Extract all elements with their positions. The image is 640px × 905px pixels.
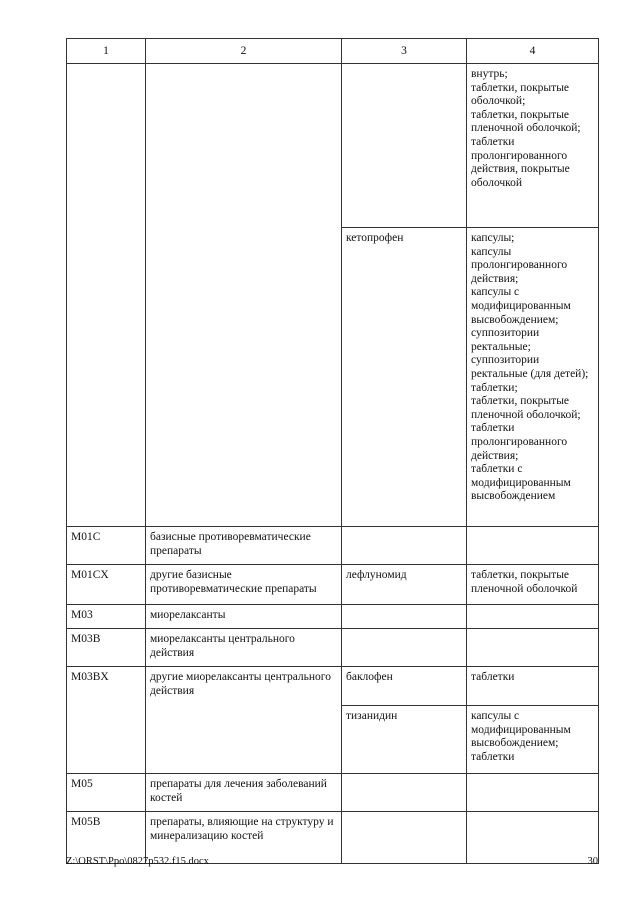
cell-code — [67, 64, 146, 527]
cell-form — [467, 527, 599, 565]
page-number: 30 — [587, 856, 598, 867]
cell-form: таблетки — [467, 667, 599, 706]
cell-code: M03 — [67, 605, 146, 629]
table-row — [67, 629, 599, 667]
header-col-1: 1 — [67, 39, 146, 64]
cell-code: M03B — [67, 629, 146, 667]
cell-group: миорелаксанты центрального действия — [146, 629, 342, 667]
cell-drug — [342, 64, 467, 228]
cell-form — [467, 774, 599, 812]
cell-drug: лефлуномид — [342, 565, 467, 605]
cell-drug — [342, 527, 467, 565]
drug-table — [66, 38, 599, 864]
header-col-3: 3 — [342, 39, 467, 64]
table-row — [67, 64, 599, 228]
cell-group — [146, 64, 342, 527]
cell-drug: баклофен — [342, 667, 467, 706]
cell-group: другие базисные противоревматические препараты — [146, 565, 342, 605]
cell-form: таблетки, покрытые пленочной оболочкой — [467, 565, 599, 605]
table-row — [67, 565, 599, 605]
cell-drug: кетопрофен — [342, 228, 467, 527]
header-col-2: 2 — [146, 39, 342, 64]
cell-group: миорелаксанты — [146, 605, 342, 629]
cell-code: M03BX — [67, 667, 146, 774]
cell-group: другие миорелаксанты центрального действия — [146, 667, 342, 774]
cell-group: препараты для лечения заболеваний костей — [146, 774, 342, 812]
file-path: Z:\ORST\Ppo\0827p532.f15.docx — [66, 856, 209, 867]
page-footer — [66, 856, 598, 867]
cell-drug — [342, 605, 467, 629]
cell-code: M05 — [67, 774, 146, 812]
table-header-row — [67, 39, 599, 64]
cell-form — [467, 629, 599, 667]
table-row — [67, 774, 599, 812]
cell-form: внутрь; таблетки, покрытые оболочкой; таблетки, покрытые пленочной оболочкой; таблетки пролонгированного действия, покрытые оболочкой — [467, 64, 599, 228]
cell-group: препараты, влияющие на структуру и минерализацию костей — [146, 812, 342, 864]
cell-code: M01CX — [67, 565, 146, 605]
cell-form: капсулы с модифицированным высвобождением; таблетки — [467, 706, 599, 774]
cell-form — [467, 605, 599, 629]
cell-code: M01C — [67, 527, 146, 565]
table-row — [67, 667, 599, 706]
cell-code: M05B — [67, 812, 146, 864]
cell-drug: тизанидин — [342, 706, 467, 774]
cell-form: капсулы; капсулы пролонгированного действия; капсулы с модифицированным высвобождением; суппозитории ректальные; суппозитории ректальные (для детей); таблетки; таблетки, покрытые пленочной оболочкой; таблетки пролонгированного действия; таблетки с модифицированным высвобождением — [467, 228, 599, 527]
cell-drug — [342, 774, 467, 812]
header-col-4: 4 — [467, 39, 599, 64]
cell-group: базисные противоревматические препараты — [146, 527, 342, 565]
table-row — [67, 527, 599, 565]
table-row — [67, 605, 599, 629]
cell-drug — [342, 629, 467, 667]
